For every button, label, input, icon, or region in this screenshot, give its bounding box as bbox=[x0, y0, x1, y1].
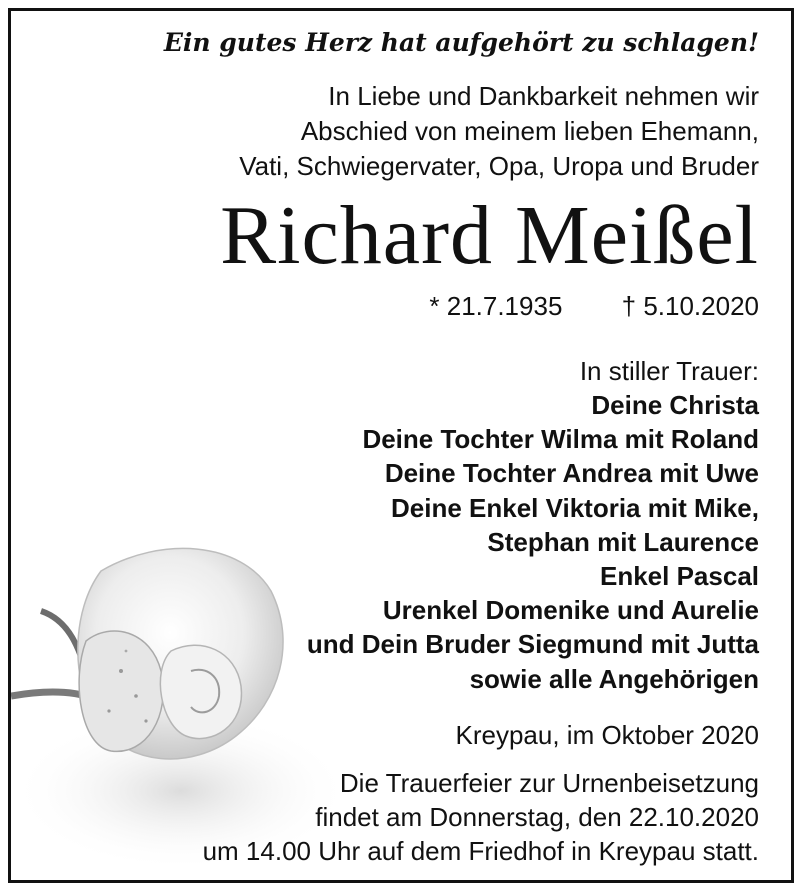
mourner-entry: Enkel Pascal bbox=[600, 561, 759, 592]
mourner-entry: Deine Enkel Viktoria mit Mike, bbox=[391, 492, 759, 523]
service-info bbox=[59, 766, 759, 868]
service-line: um 14.00 Uhr auf dem Friedhof in Kreypau statt. bbox=[202, 835, 759, 866]
mourner-entry: und Dein Bruder Siegmund mit Jutta bbox=[306, 629, 759, 660]
obituary-notice bbox=[8, 8, 794, 883]
mourning-label: In stiller Trauer: bbox=[579, 356, 759, 386]
mourner-entry: Deine Tochter Andrea mit Uwe bbox=[384, 458, 759, 489]
service-line: findet am Donnerstag, den 22.10.2020 bbox=[315, 801, 759, 832]
life-dates bbox=[59, 290, 759, 322]
mourner-entry: Stephan mit Laurence bbox=[487, 526, 759, 557]
intro-line: Abschied von meinem lieben Ehemann, bbox=[300, 116, 759, 146]
intro-line: In Liebe und Dankbarkeit nehmen wir bbox=[328, 81, 759, 111]
death-date: † 5.10.2020 bbox=[621, 291, 759, 321]
mourner-entry: Deine Christa bbox=[591, 390, 759, 420]
birth-date: * 21.7.1935 bbox=[429, 291, 563, 321]
deceased-name: Richard Meißel bbox=[220, 189, 759, 282]
mourners-list bbox=[59, 388, 759, 696]
service-line: Die Trauerfeier zur Urnenbeisetzung bbox=[339, 767, 759, 798]
intro-line: Vati, Schwiegervater, Opa, Uropa und Bruder bbox=[239, 151, 759, 181]
place-and-date: Kreypau, im Oktober 2020 bbox=[455, 719, 759, 750]
notice-text bbox=[59, 11, 759, 868]
mourner-entry: Urenkel Domenike und Aurelie bbox=[382, 595, 759, 626]
mourner-entry: Deine Tochter Wilma mit Roland bbox=[362, 424, 759, 455]
headline: Ein gutes Herz hat aufgehört zu schlagen! bbox=[163, 28, 759, 57]
mourner-entry: sowie alle Angehörigen bbox=[469, 663, 759, 694]
intro-text bbox=[59, 79, 759, 184]
